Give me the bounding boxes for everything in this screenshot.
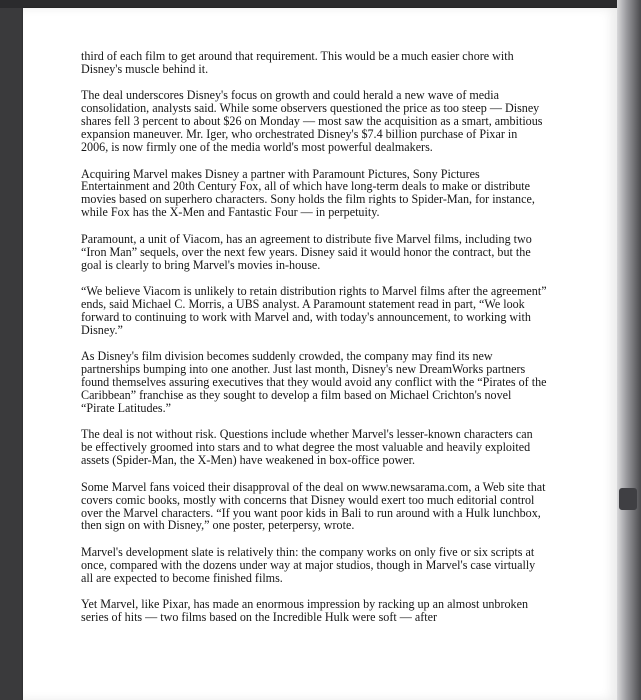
frame-button	[619, 488, 637, 510]
paragraph: Marvel's development slate is relatively thin: the company works on only five or six scripts at once, compared with the dozens under way at major studios, though in Marvel's case virtually all are expected to become finished films.	[81, 544, 536, 585]
paragraph: Yet Marvel, like Pixar, has made an enormous impression by racking up an almost unbroken series of hits — two films based on the Incredible Hulk were soft — after	[81, 597, 529, 625]
paragraph: “We believe Viacom is unlikely to retain distribution rights to Marvel films after the agreement” ends, said Michael C. Morris, a UBS analyst. A Paramount statement read in part, “We look forward to continuing to work with Marvel and, with today's announcement, to working with Disney.”	[81, 284, 547, 337]
paragraph: third of each film to get around that requirement. This would be a much easier chore with Disney's muscle behind it.	[81, 49, 514, 76]
article-body	[81, 50, 547, 638]
paragraph: As Disney's film division becomes suddenly crowded, the company may find its new partnerships bumping into one another. Just last month, Disney's new DreamWorks partners found themselves assuring executives that they would avoid any conflict with the “Pirates of the Caribbean” franchise as they sought to develop a film based on Michael Crichton's novel “Pirate Latitudes.”	[81, 349, 547, 415]
paragraph: Acquiring Marvel makes Disney a partner with Paramount Pictures, Sony Pictures Entertainment and 20th Century Fox, all of which have long-term deals to make or distribute movies based on superhero characters. Sony holds the film rights to Spider-Man, for instance, while Fox has the X-Men and Fantastic Four — in perpetuity.	[81, 166, 535, 220]
paragraph: Paramount, a unit of Viacom, has an agreement to distribute five Marvel films, including two “Iron Man” sequels, over the next few years. Disney said it would honor the contract, but the goal is clearly to bring Marvel's movies in-house.	[81, 231, 532, 272]
paragraph: The deal is not without risk. Questions include whether Marvel's lesser-known characters can be effectively groomed into stars and to what degree the most valuable and heavily exploited assets (Spider-Man, the X-Men) have weakened in box-office power.	[81, 427, 533, 468]
paragraph: The deal underscores Disney's focus on growth and could herald a new wave of media consolidation, analysts said. While some observers questioned the price as too steep — Disney shares fell 3 percent to about $26 on Monday — most saw the acquisition as a smart, ambitious expansion maneuver. Mr. Iger, who orchestrated Disney's $7.4 billion purchase of Pixar in 2006, is now firmly one of the media world's most powerful dealmakers.	[81, 88, 543, 155]
screen-top-edge	[0, 0, 641, 8]
paragraph: Some Marvel fans voiced their disapproval of the deal on www.newsarama.com, a Web site that covers comic books, mostly with concerns that Disney would exert too much editorial control over the Marvel characters. “If you want poor kids in Bali to run around with a Hulk lunchbox, then sign on with Disney,” one poster, peterpersy, wrote.	[81, 479, 546, 533]
device-frame-edge	[617, 0, 641, 700]
